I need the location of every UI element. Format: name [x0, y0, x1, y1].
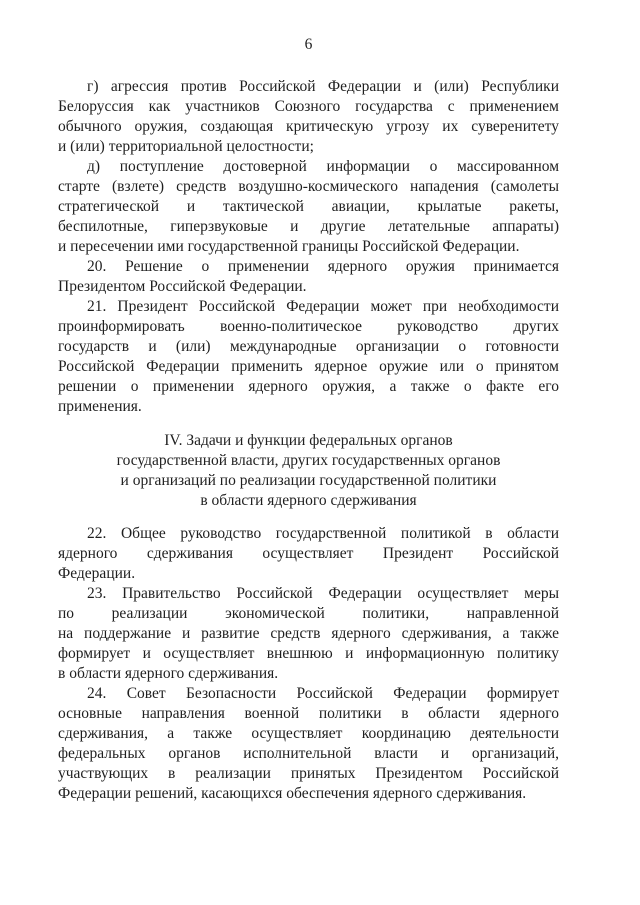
paragraph — [58, 524, 559, 584]
text-line: в области ядерного сдерживания — [200, 492, 417, 509]
text-line: федеральных органов исполнительной власти и организаций, — [58, 745, 559, 762]
text-line: д) поступление достоверной информации о массированном — [87, 158, 559, 175]
text-line: проинформировать военно-политическое руководство других — [58, 318, 559, 335]
text-line: государственной власти, других государственных органов — [116, 452, 501, 469]
text-line: старте (взлете) средств воздушно-космического нападения (самолеты — [58, 178, 559, 195]
text-line: решении о применении ядерного оружия, а также о факте его — [58, 378, 559, 395]
text-line: Федерации. — [58, 565, 136, 582]
text-line: и (или) территориальной целостности; — [58, 138, 314, 155]
paragraph — [58, 584, 559, 684]
text-line: IV. Задачи и функции федеральных органов — [164, 432, 453, 449]
text-line: в области ядерного сдерживания. — [58, 665, 279, 682]
text-line: по реализации экономической политики, направленной — [58, 605, 559, 622]
text-line: Белоруссия как участников Союзного государства с применением — [58, 98, 559, 115]
text-line: 24. Совет Безопасности Российской Федерации формирует — [87, 685, 559, 702]
text-line: г) агрессия против Российской Федерации и (или) Республики — [87, 78, 559, 95]
paragraph — [58, 157, 559, 257]
section-heading — [58, 431, 559, 511]
text-line: государств и (или) международные организации о готовности — [58, 338, 559, 355]
text-line: 20. Решение о применении ядерного оружия принимается — [87, 258, 559, 275]
paragraph — [58, 77, 559, 157]
text-line: основные направления военной политики в области ядерного — [58, 705, 559, 722]
text-line: сдерживания, а также осуществляет координацию деятельности — [58, 725, 559, 742]
text-line: участвующих в реализации принятых Президентом Российской — [58, 765, 559, 782]
text-line: на поддержание и развитие средств ядерного сдерживания, а также — [58, 625, 559, 642]
page-number: 6 — [304, 36, 313, 53]
paragraph — [58, 684, 559, 804]
text-line: и пересечении ими государственной границы Российской Федерации. — [58, 238, 520, 255]
text-line: 23. Правительство Российской Федерации осуществляет меры — [87, 585, 559, 602]
paragraph — [58, 297, 559, 417]
text-line: беспилотные, гиперзвуковые и другие летательные аппараты) — [58, 218, 559, 235]
text-line: 21. Президент Российской Федерации может при необходимости — [87, 298, 559, 315]
text-line: и организаций по реализации государственной политики — [120, 472, 497, 489]
paragraph — [58, 257, 559, 297]
text-line: обычного оружия, создающая критическую угрозу их суверенитету — [58, 118, 559, 135]
text-line: ядерного сдерживания осуществляет Президент Российской — [58, 545, 559, 562]
text-line: Российской Федерации применить ядерное оружие или о принятом — [58, 358, 559, 375]
document-body — [58, 77, 559, 804]
text-line: 22. Общее руководство государственной политикой в области — [87, 525, 559, 542]
text-line: Президентом Российской Федерации. — [58, 278, 307, 295]
text-line: формирует и осуществляет внешнюю и информационную политику — [58, 645, 559, 662]
text-line: применения. — [58, 398, 142, 415]
text-line: стратегической и тактической авиации, крылатые ракеты, — [58, 198, 559, 215]
text-line: Федерации решений, касающихся обеспечения ядерного сдерживания. — [58, 785, 527, 802]
